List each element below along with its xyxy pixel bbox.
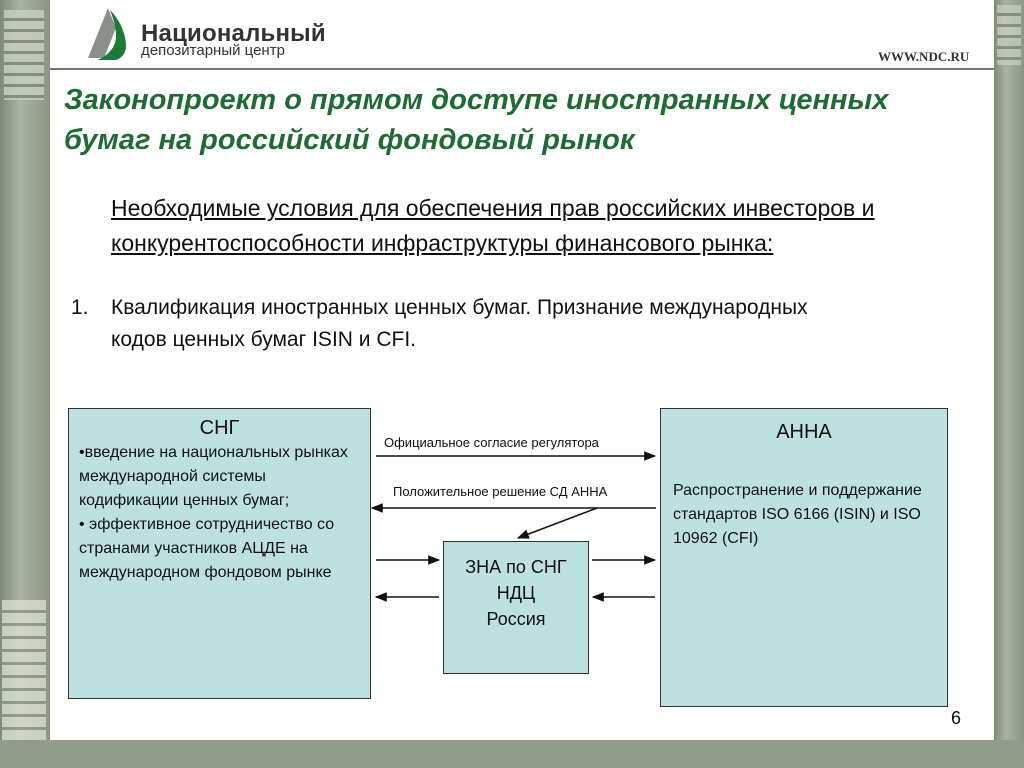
slide-title: Законопроект о прямом доступе иностранных ценных бумаг на российский фондовый рынок <box>64 84 889 156</box>
subheading: Необходимые условия для обеспечения прав российских инвесторов и конкурентоспособности инфраструктуры финансового рынка: <box>111 195 875 256</box>
list-item-number: 1. <box>71 296 89 319</box>
bottom-bar <box>0 740 1024 768</box>
logo-subtitle: депозитарный центр <box>141 42 285 59</box>
list-item-text: Квалификация иностранных ценных бумаг. Признание международных кодов ценных бумаг ISIN и CFI. <box>111 296 808 351</box>
cis-bullet: •введение на национальных рынках международной системы кодификации ценных бумаг; <box>79 444 348 509</box>
header-divider <box>50 68 994 70</box>
cis-title: СНГ <box>199 417 240 439</box>
side-photo-left <box>0 0 50 768</box>
zna-line: НДЦ <box>496 583 536 603</box>
logo-name: Национальный <box>141 20 326 47</box>
ndc-logo-icon <box>86 6 134 60</box>
anna-title: АННА <box>776 421 832 443</box>
cis-box <box>68 408 371 699</box>
anna-box <box>660 408 948 707</box>
label-positive-decision: Положительное решение СД АННА <box>393 484 608 499</box>
zna-line: Россия <box>486 609 546 629</box>
anna-description: Распространение и поддержание стандартов ISO 6166 (ISIN) и ISO 10962 (CFI) <box>673 482 922 547</box>
site-url[interactable]: WWW.NDC.RU <box>878 49 970 64</box>
zna-box <box>443 541 589 674</box>
label-official-consent: Официальное согласие регулятора <box>384 435 599 450</box>
side-photo-right <box>994 0 1024 768</box>
page-number: 6 <box>951 708 962 728</box>
cis-bullet: • эффективное сотрудничество со странами участников АЦДЕ на международном фондовом рынке <box>79 516 335 581</box>
zna-line: ЗНА по СНГ <box>465 557 567 577</box>
